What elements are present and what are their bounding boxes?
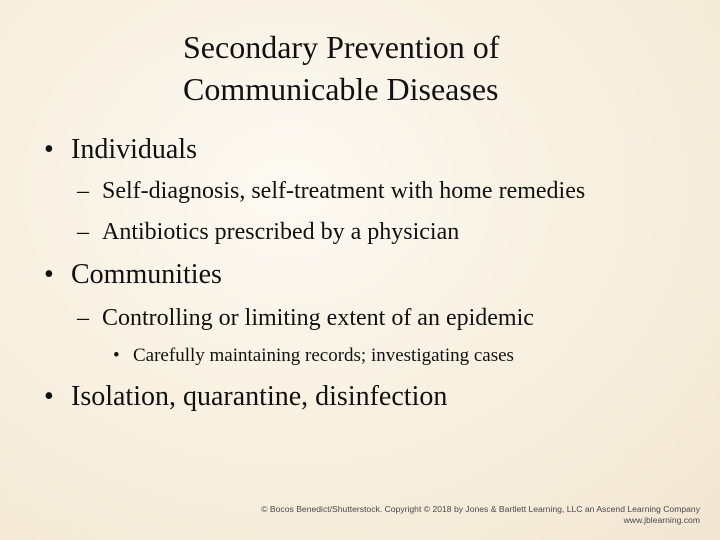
sub-item-antibiotics: Antibiotics prescribed by a physician bbox=[102, 219, 460, 245]
title-line-2: Communicable Diseases bbox=[183, 71, 499, 107]
bullet-isolation: Isolation, quarantine, disinfection bbox=[71, 381, 448, 412]
slide-title bbox=[183, 26, 603, 110]
copyright-footer bbox=[261, 504, 700, 526]
bullet-individuals: Individuals bbox=[71, 134, 197, 165]
bullet-icon: • bbox=[113, 345, 120, 366]
copyright-text: © Bocos Benedict/Shutterstock. Copyright © 2018 by Jones & Bartlett Learning, LLC an Ascend Learning Company bbox=[261, 504, 700, 514]
bullet-icon: • bbox=[44, 381, 54, 412]
dash-icon: – bbox=[77, 219, 89, 245]
title-line-1: Secondary Prevention of bbox=[183, 29, 500, 65]
bullet-communities: Communities bbox=[71, 259, 222, 290]
sub-sub-item-records: Carefully maintaining records; investigating cases bbox=[133, 345, 514, 366]
dash-icon: – bbox=[77, 178, 89, 204]
dash-icon: – bbox=[77, 305, 89, 331]
bullet-icon: • bbox=[44, 259, 54, 290]
sub-item-controlling: Controlling or limiting extent of an epidemic bbox=[102, 305, 534, 331]
sub-item-self-diagnosis: Self-diagnosis, self-treatment with home remedies bbox=[102, 178, 586, 204]
bullet-icon: • bbox=[44, 134, 54, 165]
website-link[interactable]: www.jblearning.com bbox=[623, 515, 700, 525]
